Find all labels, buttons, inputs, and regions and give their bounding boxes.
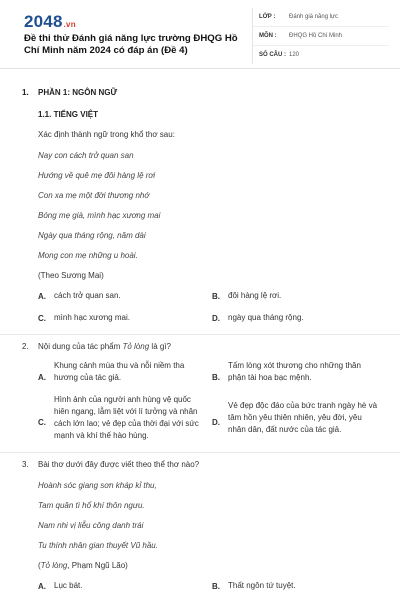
poem-line: Ngày qua tháng rộng, năm dài — [38, 231, 146, 240]
divider — [0, 334, 400, 335]
option-text[interactable]: Thất ngôn tứ tuyệt. — [228, 581, 296, 590]
source-open: ( — [38, 561, 41, 570]
option-text[interactable]: mình hạc xương mai. — [54, 313, 130, 322]
question-number: 3. — [22, 460, 29, 469]
option-text[interactable]: Vẻ đẹp độc đáo của bức tranh ngày hè và tâm hồn yêu thiên nhiên, yêu đời, yêu nhân dân, đất nước của tác giả. — [228, 401, 378, 434]
question-number: 2. — [22, 342, 29, 351]
meta-key: MÔN : — [259, 33, 277, 39]
meta-row-class — [253, 8, 389, 27]
site-logo[interactable] — [24, 12, 76, 32]
poem-line: Tam quân tì hổ khí thôn ngưu. — [38, 501, 145, 510]
poem-line: Tu thính nhân gian thuyết Vũ hầu. — [38, 541, 158, 550]
poem-source: (Theo Sương Mai) — [38, 271, 104, 280]
work-title: Tỏ lòng — [40, 561, 68, 570]
option-letter[interactable]: C. — [38, 418, 46, 427]
option-text[interactable]: Lục bát. — [54, 581, 83, 590]
header — [0, 0, 400, 69]
poem-line: Nay con cách trở quan san — [38, 151, 134, 160]
part-number: 1. — [22, 88, 29, 97]
option-letter[interactable]: A. — [38, 582, 46, 591]
option-letter[interactable]: D. — [212, 418, 220, 427]
option-letter[interactable]: A. — [38, 373, 46, 382]
option-text[interactable]: Tấm lòng xót thương cho những thân phận tài hoa bạc mệnh. — [228, 361, 361, 382]
poem-line: Hoành sóc giang sơn kháp kỉ thu, — [38, 481, 157, 490]
divider — [0, 452, 400, 453]
work-title: Tỏ lòng — [122, 342, 150, 351]
poem-line: Bóng mẹ già, mình hạc xương mai — [38, 211, 161, 220]
option-text[interactable]: Khung cảnh mùa thu và nỗi niềm tha hương của tác giả. — [54, 361, 185, 382]
poem-line: Mong con mẹ những u hoài. — [38, 251, 138, 260]
option-letter[interactable]: B. — [212, 582, 220, 591]
option-text[interactable]: cách trở quan san. — [54, 291, 121, 300]
subsection-title: 1.1. TIẾNG VIỆT — [38, 110, 99, 119]
logo-suffix[interactable]: .vn — [63, 20, 76, 29]
poem-line: Nam nhi vị liễu công danh trái — [38, 521, 144, 530]
meta-key: LỚP : — [259, 14, 276, 20]
meta-row-count — [253, 46, 389, 64]
option-text[interactable]: ngày qua tháng rộng. — [228, 313, 304, 322]
prompt-part: Nội dung của tác phẩm — [38, 342, 123, 351]
option-letter[interactable]: B. — [212, 292, 220, 301]
poem-source — [38, 561, 128, 570]
poem-line: Hướng về quê mẹ đôi hàng lệ rơi — [38, 171, 156, 180]
logo-text[interactable]: 2048 — [24, 12, 63, 31]
question-prompt: Bài thơ dưới đây được viết theo thể thơ nào? — [38, 460, 200, 469]
question-prompt — [38, 342, 171, 351]
question-prompt: Xác định thành ngữ trong khổ thơ sau: — [38, 130, 175, 139]
meta-key: SỐ CÂU : — [259, 52, 286, 58]
meta-value[interactable]: Đánh giá năng lực — [289, 14, 339, 20]
poem-line: Con xa mẹ một đời thương nhớ — [38, 191, 150, 200]
meta-row-subject — [253, 27, 389, 46]
source-author: , Phạm Ngũ Lão) — [67, 561, 128, 570]
option-text[interactable]: Hình ảnh của người anh hùng vệ quốc hiên ngang, lẫm liệt với lí tưởng và nhân cách lớn lao; vẻ đẹp của thời đại với sức mạnh và khí thế hào hùng. — [54, 395, 199, 440]
option-letter[interactable]: D. — [212, 314, 220, 323]
meta-panel — [252, 8, 389, 64]
meta-value: 120 — [289, 52, 300, 58]
option-letter[interactable]: C. — [38, 314, 46, 323]
option-letter[interactable]: B. — [212, 373, 220, 382]
page-title: Đề thi thử Đánh giá năng lực trường ĐHQG Hồ Chí Minh năm 2024 có đáp án (Đề 4) — [24, 33, 238, 56]
meta-value[interactable]: ĐHQG Hồ Chí Minh — [289, 33, 343, 39]
option-letter[interactable]: A. — [38, 292, 46, 301]
part-title: PHẦN 1: NGÔN NGỮ — [38, 88, 118, 97]
option-text[interactable]: đôi hàng lệ rơi. — [228, 291, 282, 300]
prompt-part: là gì? — [149, 342, 171, 351]
